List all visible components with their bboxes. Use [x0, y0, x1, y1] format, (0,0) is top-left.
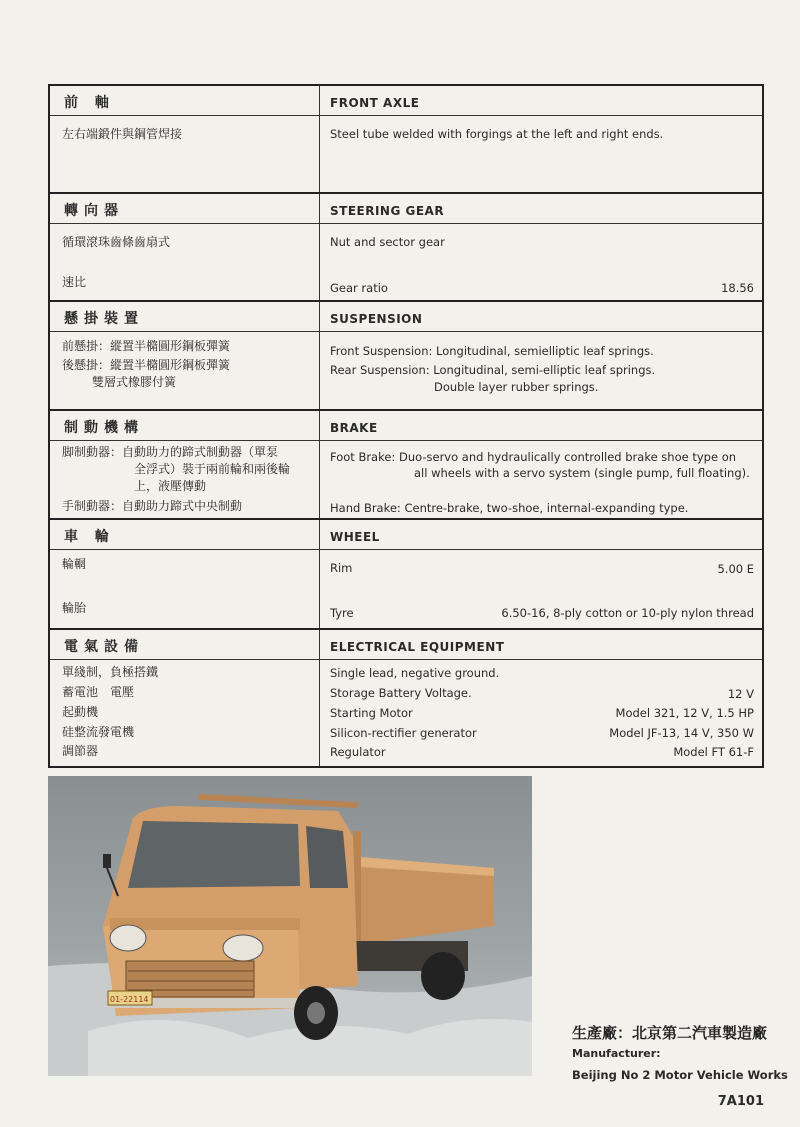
license-plate-text: 01-22114 — [110, 995, 149, 1004]
spec-label-en: Rim — [330, 561, 353, 575]
spec-value: 12 V — [727, 687, 754, 701]
manufacturer-name: Beijing No 2 Motor Vehicle Works — [572, 1068, 788, 1082]
spec-label-en: Hand Brake: Centre-brake, two-shoe, internal-expanding type. — [330, 501, 689, 515]
spec-label-zh: 起動機 — [62, 705, 99, 719]
section-title-en: BRAKE — [330, 421, 378, 435]
spec-table — [48, 84, 764, 768]
spec-label-zh: 手制動器：自動助力蹄式中央制動 — [62, 499, 243, 513]
section-wheel — [50, 518, 762, 628]
section-front-axle — [50, 86, 762, 192]
spec-label-zh: 調節器 — [62, 744, 99, 758]
spec-value: 5.00 E — [717, 562, 754, 576]
spec-label-zh: 後懸掛：縱置半橢圓形鋼板彈簧 — [62, 358, 231, 372]
section-title-zh: 前 軸 — [50, 86, 320, 115]
spec-label-en: Silicon-rectifier generator — [330, 726, 477, 740]
section-title-zh: 轉向器 — [50, 194, 320, 223]
spec-label-zh: 硅整流發電機 — [62, 725, 135, 739]
section-title-en: WHEEL — [330, 530, 380, 544]
spec-label-en: Single lead, negative ground. — [330, 666, 500, 680]
spec-value: Model JF-13, 14 V, 350 W — [609, 726, 754, 740]
section-title-zh: 制動機構 — [50, 411, 320, 440]
spec-label-en: Front Suspension: Longitudinal, semielliptic leaf springs. — [330, 344, 654, 358]
spec-value: 18.56 — [721, 281, 754, 295]
spec-label-zh: 輪胎 — [62, 601, 87, 615]
section-suspension — [50, 300, 762, 409]
section-electrical-equipment — [50, 628, 762, 766]
spec-label-zh: 速比 — [62, 275, 87, 289]
manufacturer-block — [572, 1022, 788, 1082]
section-title-zh: 電氣設備 — [50, 630, 320, 659]
spec-label-en: all wheels with a servo system (single pump, full floating). — [414, 466, 750, 480]
section-title-zh: 懸掛裝置 — [50, 302, 320, 331]
spec-label-en: Storage Battery Voltage. — [330, 686, 472, 700]
spec-label-zh: 雙層式橡膠付簧 — [92, 375, 177, 389]
spec-label-zh: 全浮式）裝于兩前輪和兩後輪 — [134, 462, 291, 476]
spec-value: 6.50-16, 8-ply cotton or 10-ply nylon thread — [501, 606, 754, 620]
spec-label-en: Nut and sector gear — [330, 235, 445, 249]
spec-label-en: Regulator — [330, 745, 386, 759]
spec-label-zh: 上，液壓傳動 — [134, 479, 207, 493]
section-title-en: SUSPENSION — [330, 312, 423, 326]
spec-label-en: Starting Motor — [330, 706, 413, 720]
manufacturer-label: Manufacturer: — [572, 1047, 661, 1060]
spec-label-zh: 循環滾珠齒條齒扇式 — [62, 235, 171, 249]
section-steering-gear — [50, 192, 762, 300]
section-title-en: ELECTRICAL EQUIPMENT — [330, 640, 505, 654]
section-title-en: FRONT AXLE — [330, 96, 420, 110]
manufacturer-zh: 生產廠：北京第二汽車製造廠 — [572, 1024, 768, 1042]
truck-illustration — [48, 776, 532, 1076]
section-title-zh: 車 輪 — [50, 520, 320, 549]
spec-value: Model FT 61-F — [673, 745, 754, 759]
spec-label-en: Foot Brake: Duo-servo and hydraulically controlled brake shoe type on — [330, 450, 737, 464]
spec-label-zh: 前懸掛：縱置半橢圓形鋼板彈簧 — [62, 339, 231, 353]
spec-label-zh: 蓄電池 電壓 — [62, 685, 135, 699]
spec-label-zh: 單綫制，負極搭鐵 — [62, 665, 159, 679]
truck-photo — [48, 776, 532, 1076]
spec-label-zh: 輪輞 — [62, 557, 87, 571]
spec-label-en: Tyre — [330, 606, 354, 620]
spec-label-zh: 左右端鍛件與鋼管焊接 — [62, 127, 183, 141]
spec-label-en: Double layer rubber springs. — [434, 380, 599, 394]
page-code: 7A101 — [717, 1094, 764, 1109]
spec-label-en: Steel tube welded with forgings at the left and right ends. — [330, 127, 664, 141]
spec-label-zh: 脚制動器：自動助力的蹄式制動器（單泵 — [62, 445, 279, 459]
spec-value: Model 321, 12 V, 1.5 HP — [615, 706, 754, 720]
spec-label-en: Gear ratio — [330, 281, 388, 295]
section-brake — [50, 409, 762, 518]
section-title-en: STEERING GEAR — [330, 204, 445, 218]
spec-label-en: Rear Suspension: Longitudinal, semi-elliptic leaf springs. — [330, 363, 656, 377]
